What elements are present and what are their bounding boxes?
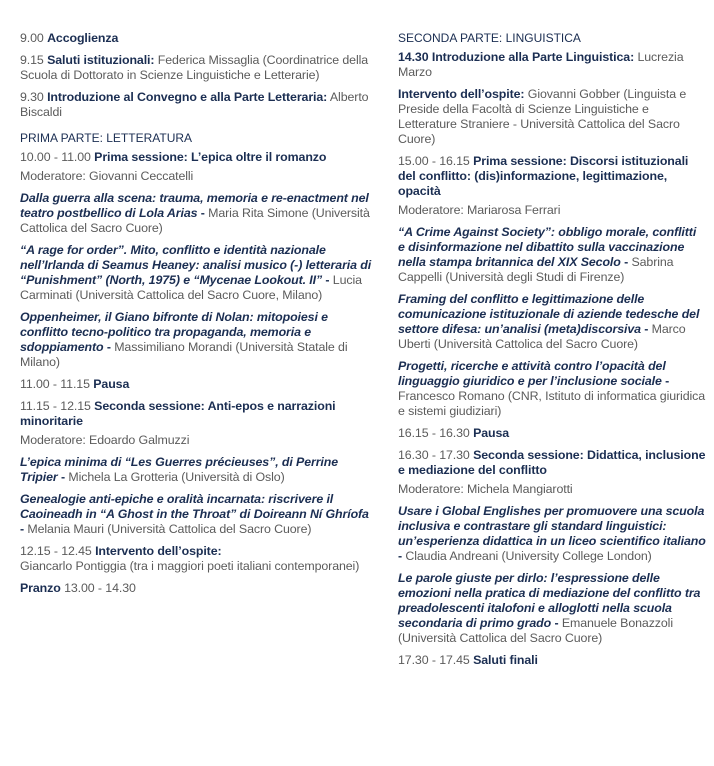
talk-author: Michela La Grotteria (Università di Oslo): [68, 470, 285, 484]
schedule-item-intro: [20, 90, 375, 120]
talk-title: Genealogie anti-epiche e oralità incarnata: riscrivere il Caoineadh in “A Ghost in the Throat” di Doireann Ní Ghríofa: [20, 492, 369, 521]
program-column-linguistics: [398, 31, 706, 675]
talk-author: Emanuele Bonazzoli (Università Cattolica del Sacro Cuore): [398, 616, 673, 645]
time: 10.00 - 11.00: [20, 150, 91, 164]
talk-title: Dalla guerra alla scena: trauma, memoria e re-enactment nel teatro postbellico di Lola Arias: [20, 191, 369, 220]
time: 17.30 - 17.45: [398, 653, 470, 667]
talk-title: Framing del conflitto e legittimazione delle comunicazione istituzionale di aziende tedesche del settore difesa: un’analisi (meta)discorsiva: [398, 292, 700, 336]
schedule-item-break: [398, 426, 706, 441]
time: 11.15 - 12.15: [20, 399, 91, 413]
event-label: Saluti finali: [473, 653, 538, 667]
talk-title: L’epica minima di “Les Guerres précieuses”, di Perrine Tripier: [20, 455, 339, 484]
talk: Oppenheimer, il Giano bifronte di Nolan: mitopoiesi e conflitto tecno-politico tra propaganda, memoria e sdoppiamento - Massimiliano Morandi (Università Statale di Milano): [20, 310, 348, 369]
talk: L’epica minima di “Les Guerres précieuses”, di Perrine Tripier - Michela La Grotteria (Università di Oslo): [20, 455, 339, 484]
talk: Dalla guerra alla scena: trauma, memoria e re-enactment nel teatro postbellico di Lola Arias - Maria Rita Simone (Università Cattolica del Sacro Cuore): [20, 191, 370, 235]
program-column-literature: [20, 31, 375, 603]
time: 16.30 - 17.30: [398, 448, 470, 462]
session-heading: [20, 399, 375, 429]
schedule-item-welcome: [20, 31, 375, 46]
time: 9.00: [20, 31, 44, 45]
moderator: Moderatore: Edoardo Galmuzzi: [20, 433, 190, 447]
talk-title: Le parole giuste per dirlo: l’espressione delle emozioni nella pratica di mediazione del conflitto tra preadolescenti italofoni e alloglotti nella scuola secondaria di primo grado: [398, 571, 701, 630]
event-label: Pausa: [93, 377, 130, 391]
time: 11.00 - 11.15: [20, 377, 90, 391]
talk-author: Sabrina Cappelli (Università degli Studi di Firenze): [398, 255, 674, 284]
talk-author: Claudia Andreani (University College London): [405, 549, 652, 563]
speaker: Federica Missaglia (Coordinatrice della Scuola di Dottorato in Scienze Linguistiche e Letterarie): [20, 53, 369, 82]
schedule-item-break: [20, 377, 375, 392]
session-title: Seconda sessione: Anti-epos e narrazioni minoritarie: [20, 399, 336, 428]
event-label: Introduzione al Convegno e alla Parte Letteraria:: [47, 90, 328, 104]
time: 12.15 - 12.45: [20, 544, 92, 558]
talk: “A rage for order”. Mito, conflitto e identità nazionale nell’Irlanda di Seamus Heaney: analisi musico (-) letteraria di “Punishment” (North, 1975) e “Mycenae Lookout. II” - Lucia Carminati (Università Cattolica del Sacro Cuore, Milano): [20, 243, 372, 302]
moderator: Moderatore: Giovanni Ceccatelli: [20, 169, 194, 183]
talk-author: Francesco Romano (CNR, Istituto di informatica giuridica e sistemi giudiziari): [398, 389, 706, 418]
session-heading: [20, 150, 375, 165]
event-label: Accoglienza: [47, 31, 119, 45]
section-title-literature: PRIMA PARTE: LETTERATURA: [20, 131, 193, 145]
talk-author: Melania Mauri (Università Cattolica del Sacro Cuore): [27, 522, 312, 536]
talk: “A Crime Against Society”: obbligo morale, conflitti e disinformazione nel dibattito sulla vaccinazione nella stampa britannica del XIX Secolo - Sabrina Cappelli (Università degli Studi di Firenze): [398, 225, 697, 284]
event-label: Saluti istituzionali:: [47, 53, 155, 67]
event-label: Introduzione alla Parte Linguistica:: [431, 50, 635, 64]
talk-author: Marco Uberti (Università Cattolica del Sacro Cuore): [398, 322, 686, 351]
time: 16.15 - 16.30: [398, 426, 470, 440]
event-label: Intervento dell’ospite:: [398, 87, 525, 101]
schedule-item-lunch: [20, 581, 375, 596]
event-label: Pranzo: [20, 581, 61, 595]
event-label: Intervento dell’ospite:: [95, 544, 222, 558]
talk-title: “A Crime Against Society”: obbligo morale, conflitti e disinformazione nel dibattito sulla vaccinazione nella stampa britannica del XIX Secolo: [398, 225, 697, 269]
talk-title: Usare i Global Englishes per promuovere una scuola inclusiva e contrastare gli standard linguistici: un’esperienza didattica in un liceo scientifico italiano: [398, 504, 706, 548]
session-title: Seconda sessione: Didattica, inclusione e mediazione del conflitto: [398, 448, 706, 477]
schedule-item-greetings: [20, 53, 375, 83]
schedule-item-intro: [398, 50, 706, 80]
speaker: Giancarlo Pontiggia (tra i maggiori poeti italiani contemporanei): [20, 559, 360, 573]
talk: Progetti, ricerche e attività contro l’opacità del linguaggio giuridico e per l’inclusione sociale - Francesco Romano (CNR, Istituto di informatica giuridica e sistemi giudiziari): [398, 359, 706, 418]
moderator: Moderatore: Mariarosa Ferrari: [398, 203, 561, 217]
time: 15.00 - 16.15: [398, 154, 470, 168]
session-title: Prima sessione: Discorsi istituzionali del conflitto: (dis)informazione, legittimazione, opacità: [398, 154, 689, 198]
session-title: Prima sessione: L’epica oltre il romanzo: [94, 150, 327, 164]
talk: Le parole giuste per dirlo: l’espressione delle emozioni nella pratica di mediazione del conflitto tra preadolescenti italofoni e alloglotti nella scuola secondaria di primo grado - Emanuele Bonazzoli (Università Cattolica del Sacro Cuore): [398, 571, 701, 645]
talk-author: Maria Rita Simone (Università Cattolica del Sacro Cuore): [20, 206, 370, 235]
session-heading: [398, 154, 706, 199]
time: 13.00 - 14.30: [64, 581, 136, 595]
time: 9.15: [20, 53, 44, 67]
talk-author: Lucia Carminati (Università Cattolica del Sacro Cuore, Milano): [20, 273, 362, 302]
time: 9.30: [20, 90, 44, 104]
event-label: Pausa: [473, 426, 510, 440]
moderator: Moderatore: Michela Mangiarotti: [398, 482, 573, 496]
schedule-item-guest: [20, 544, 375, 574]
talk-title: Oppenheimer, il Giano bifronte di Nolan: mitopoiesi e conflitto tecno-politico tra propaganda, memoria e sdoppiamento: [20, 310, 328, 354]
schedule-item-closing: [398, 653, 706, 668]
talk: Usare i Global Englishes per promuovere una scuola inclusiva e contrastare gli standard linguistici: un’esperienza didattica in un liceo scientifico italiano - Claudia Andreani (University College London): [398, 504, 706, 563]
time: 14.30: [398, 50, 429, 64]
speaker: Alberto Biscaldi: [20, 90, 369, 119]
talk-author: Massimiliano Morandi (Università Statale di Milano): [20, 340, 348, 369]
session-heading: [398, 448, 706, 478]
section-title-linguistics: SECONDA PARTE: LINGUISTICA: [398, 31, 581, 45]
talk-title: “A rage for order”. Mito, conflitto e identità nazionale nell’Irlanda di Seamus Heaney: analisi musico (-) letteraria di “Punishment” (North, 1975) e “Mycenae Lookout. II”: [20, 243, 372, 287]
talk-title: Progetti, ricerche e attività contro l’opacità del linguaggio giuridico e per l’inclusione sociale: [398, 359, 666, 388]
talk: Genealogie anti-epiche e oralità incarnata: riscrivere il Caoineadh in “A Ghost in the Throat” di Doireann Ní Ghríofa - Melania Mauri (Università Cattolica del Sacro Cuore): [20, 492, 369, 536]
speaker: Giovanni Gobber (Linguista e Preside della Facoltà di Scienze Linguistiche e Letterature Straniere - Università Cattolica del Sacro Cuore): [398, 87, 687, 146]
speaker: Lucrezia Marzo: [398, 50, 684, 79]
talk: Framing del conflitto e legittimazione delle comunicazione istituzionale di aziende tedesche del settore difesa: un’analisi (meta)discorsiva - Marco Uberti (Università Cattolica del Sacro Cuore): [398, 292, 700, 351]
schedule-item-guest: [398, 87, 706, 147]
